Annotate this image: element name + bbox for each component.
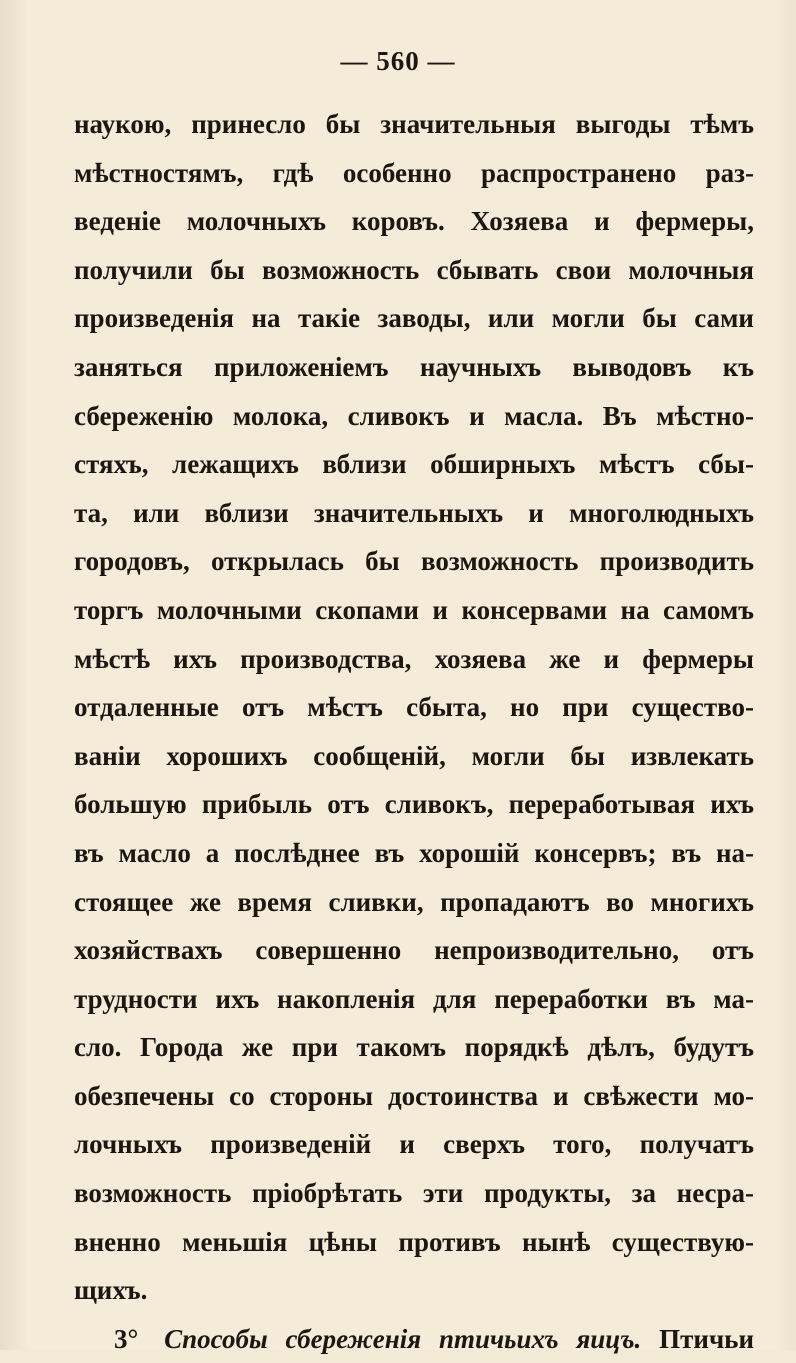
text-line: возможность пріобрѣтать эти продукты, за несра- bbox=[74, 1178, 754, 1209]
text-line: большую прибыль отъ сливокъ, переработывая ихъ bbox=[74, 789, 754, 820]
text-line: сбереженію молока, сливокъ и масла. Въ мѣстно- bbox=[74, 400, 754, 431]
section-heading: Способы сбереженія птичьихъ яицъ. bbox=[164, 1323, 642, 1354]
section-number: 3° bbox=[114, 1323, 139, 1354]
text-line: отдаленные отъ мѣстъ сбыта, но при существо- bbox=[74, 692, 754, 723]
text-line: наукою, принесло бы значительныя выгоды тѣмъ bbox=[74, 109, 754, 139]
body-text bbox=[74, 100, 754, 1363]
section-heading-line bbox=[74, 1315, 754, 1363]
text-line: въ масло а послѣднее въ хорошій консервъ; въ на- bbox=[74, 837, 754, 868]
text-line: стяхъ, лежащихъ вблизи обширныхъ мѣстъ сбы- bbox=[74, 449, 754, 480]
text-line: городовъ, открылась бы возможность производить bbox=[74, 546, 754, 577]
text-line: веденіе молочныхъ коровъ. Хозяева и фермеры, bbox=[74, 206, 754, 237]
text-line: обезпечены со стороны достоинства и свѣжести мо- bbox=[74, 1080, 754, 1111]
text-line: торгъ молочными скопами и консервами на самомъ bbox=[74, 594, 754, 625]
text-line: заняться приложеніемъ научныхъ выводовъ къ bbox=[74, 351, 754, 382]
text-line: хозяйствахъ совершенно непроизводительно, отъ bbox=[74, 935, 754, 966]
text-line: сло. Города же при такомъ порядкѣ дѣлъ, будутъ bbox=[74, 1032, 754, 1063]
text-line: вненно меньшія цѣны противъ нынѣ существую- bbox=[74, 1226, 754, 1257]
text-line: получили бы возможность сбывать свои молочныя bbox=[74, 254, 754, 285]
text-line: щихъ. bbox=[74, 1275, 148, 1306]
text-line: лочныхъ произведеній и сверхъ того, получатъ bbox=[74, 1129, 754, 1160]
text-line: трудности ихъ накопленія для переработки въ ма- bbox=[74, 983, 754, 1014]
section-text: Птичьи bbox=[659, 1323, 755, 1354]
text-line: стоящее же время сливки, пропадаютъ во многихъ bbox=[74, 886, 754, 917]
text-line: мѣстностямъ, гдѣ особенно распространено раз- bbox=[74, 157, 754, 188]
text-line: ваніи хорошихъ сообщеній, могли бы извлекать bbox=[74, 740, 754, 771]
text-line: мѣстѣ ихъ производства, хозяева же и фермеры bbox=[74, 643, 754, 674]
page-number: — 560 — bbox=[340, 46, 456, 76]
text-line: произведенія на такіе заводы, или могли бы сами bbox=[74, 303, 754, 334]
text-line: та, или вблизи значительныхъ и многолюдныхъ bbox=[74, 497, 754, 528]
